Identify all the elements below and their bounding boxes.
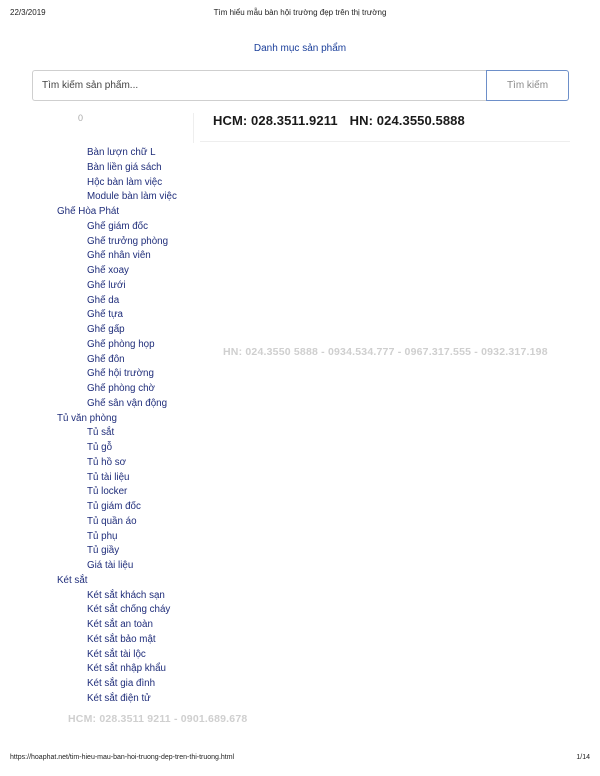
- menu-subcategory[interactable]: Module bàn làm việc: [87, 191, 177, 203]
- print-url: https://hoaphat.net/tim-hieu-mau-ban-hoi-truong-dep-tren-thi-truong.html: [10, 754, 235, 761]
- print-header: [10, 8, 590, 22]
- menu-subcategory[interactable]: Ghế nhân viên: [87, 250, 151, 262]
- menu-subcategory[interactable]: Ghế trưởng phòng: [87, 235, 169, 247]
- menu-subcategory[interactable]: Tủ phụ: [87, 530, 118, 542]
- hotline-hn: HN: 024.3550.5888: [349, 113, 465, 128]
- menu-subcategory[interactable]: Tủ giầy: [87, 545, 120, 557]
- menu-subcategory[interactable]: Bàn liền giá sách: [87, 161, 162, 173]
- print-page-number: 1/14: [576, 754, 590, 761]
- print-date: 22/3/2019: [10, 8, 46, 17]
- menu-subcategory[interactable]: Ghế tựa: [87, 309, 123, 321]
- menu-subcategory[interactable]: Két sắt an toàn: [87, 619, 153, 630]
- menu-subcategory[interactable]: Két sắt nhập khẩu: [87, 663, 166, 675]
- menu-subcategory[interactable]: Két sắt tài lộc: [87, 648, 146, 660]
- menu-subcategory[interactable]: Ghế sân vận động: [87, 397, 168, 409]
- menu-subcategory[interactable]: Tủ quần áo: [87, 515, 137, 527]
- sidebar-divider: [193, 113, 194, 143]
- menu-subcategory[interactable]: Tủ gỗ: [87, 442, 113, 453]
- search-bar: [32, 70, 569, 101]
- menu-subcategory[interactable]: Ghế phòng chờ: [87, 383, 155, 394]
- category-menu: [57, 146, 217, 704]
- print-page-title: Tìm hiểu mẫu bàn hội trường đẹp trên thị trường: [213, 8, 387, 17]
- menu-subcategory[interactable]: Tủ giám đốc: [87, 501, 141, 512]
- menu-category[interactable]: Tủ văn phòng: [57, 412, 117, 424]
- menu-subcategory[interactable]: Ghế da: [87, 294, 120, 306]
- hotline-divider: [200, 141, 570, 142]
- search-input[interactable]: [32, 70, 486, 101]
- search-button[interactable]: Tìm kiếm: [486, 70, 569, 101]
- menu-subcategory[interactable]: Két sắt điện tử: [87, 692, 151, 704]
- menu-subcategory[interactable]: Két sắt khách sạn: [87, 589, 165, 601]
- menu-subcategory[interactable]: Ghế phòng họp: [87, 338, 155, 350]
- item-counter: 0: [78, 113, 84, 123]
- menu-subcategory[interactable]: Ghế giám đốc: [87, 220, 148, 232]
- menu-subcategory[interactable]: Tủ locker: [87, 486, 128, 498]
- menu-overflow-fragment: [95, 731, 205, 736]
- menu-subcategory[interactable]: Két sắt bảo mật: [87, 633, 156, 645]
- menu-subcategory[interactable]: Tủ tài liệu: [87, 471, 130, 483]
- product-category-link[interactable]: Danh mục sản phẩm: [253, 43, 347, 54]
- menu-subcategory[interactable]: Tủ hồ sơ: [87, 456, 127, 468]
- menu-subcategory[interactable]: Tủ sắt: [87, 427, 115, 439]
- menu-subcategory[interactable]: Két sắt chống cháy: [87, 604, 171, 616]
- menu-subcategory[interactable]: Giá tài liệu: [87, 560, 134, 571]
- menu-subcategory[interactable]: Hộc bàn làm việc: [87, 176, 163, 188]
- menu-subcategory[interactable]: Bàn lượn chữ L: [87, 147, 156, 158]
- menu-subcategory[interactable]: Ghế xoay: [87, 265, 129, 276]
- menu-subcategory[interactable]: Két sắt gia đình: [87, 678, 156, 689]
- hotline-banner: [213, 113, 465, 128]
- menu-category[interactable]: Két sắt: [57, 574, 88, 586]
- print-footer: [10, 754, 590, 766]
- hanoi-phone-numbers: HN: 024.3550 5888 - 0934.534.777 - 0967.317.555 - 0932.317.198: [223, 346, 548, 358]
- menu-subcategory[interactable]: Ghế gấp: [87, 324, 125, 335]
- hcm-phone-numbers: HCM: 028.3511 9211 - 0901.689.678: [68, 713, 248, 725]
- hotline-hcm: HCM: 028.3511.9211: [213, 113, 338, 128]
- menu-subcategory[interactable]: Ghế đôn: [87, 353, 125, 365]
- menu-category[interactable]: Ghế Hòa Phát: [57, 206, 120, 217]
- menu-subcategory[interactable]: Ghế hội trường: [87, 368, 154, 380]
- menu-subcategory[interactable]: Ghế lưới: [87, 279, 126, 291]
